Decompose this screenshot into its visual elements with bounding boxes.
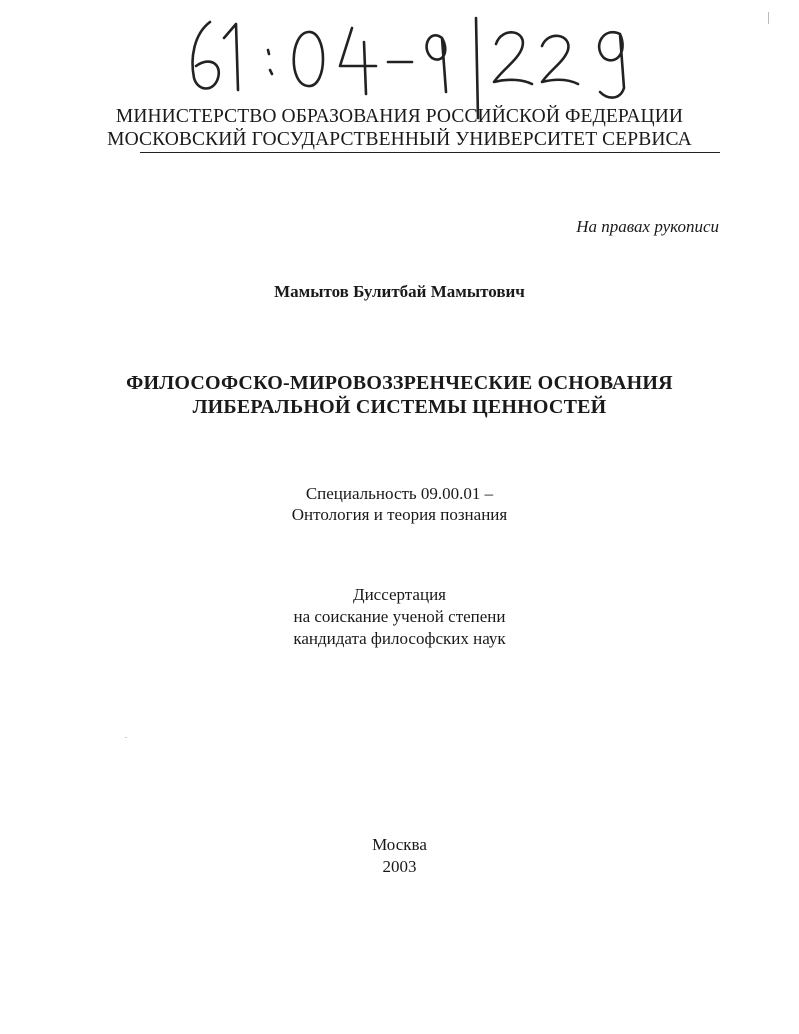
specialty-line-2: Онтология и теория познания: [291, 505, 508, 524]
author-name: Мамытов Булитбай Мамытович: [274, 282, 525, 301]
handwriting-drawing: [180, 8, 650, 108]
university-heading: МОСКОВСКИЙ ГОСУДАРСТВЕННЫЙ УНИВЕРСИТЕТ СЕРВИСА: [107, 129, 692, 150]
dissertation-title-line-2: ЛИБЕРАЛЬНОЙ СИСТЕМЫ ЦЕННОСТЕЙ: [192, 396, 607, 418]
header-divider: [140, 152, 720, 153]
scan-dot: [125, 737, 127, 738]
rights-note: На правах рукописи: [576, 217, 719, 236]
city: Москва: [372, 835, 427, 854]
handwritten-archive-number: [180, 8, 650, 108]
dissertation-type-line-2: на соискание ученой степени: [293, 607, 506, 626]
dissertation-title-line-1: ФИЛОСОФСКО-МИРОВОЗЗРЕНЧЕСКИЕ ОСНОВАНИЯ: [126, 372, 673, 394]
year: 2003: [382, 857, 417, 876]
dissertation-type-line-1: Диссертация: [352, 585, 446, 604]
specialty-line-1: Специальность 09.00.01 –: [305, 484, 494, 503]
scan-speck: [768, 12, 769, 24]
ministry-heading: МИНИСТЕРСТВО ОБРАЗОВАНИЯ РОССИЙСКОЙ ФЕДЕРАЦИИ: [115, 106, 684, 127]
dissertation-type-line-3: кандидата философских наук: [293, 629, 506, 648]
